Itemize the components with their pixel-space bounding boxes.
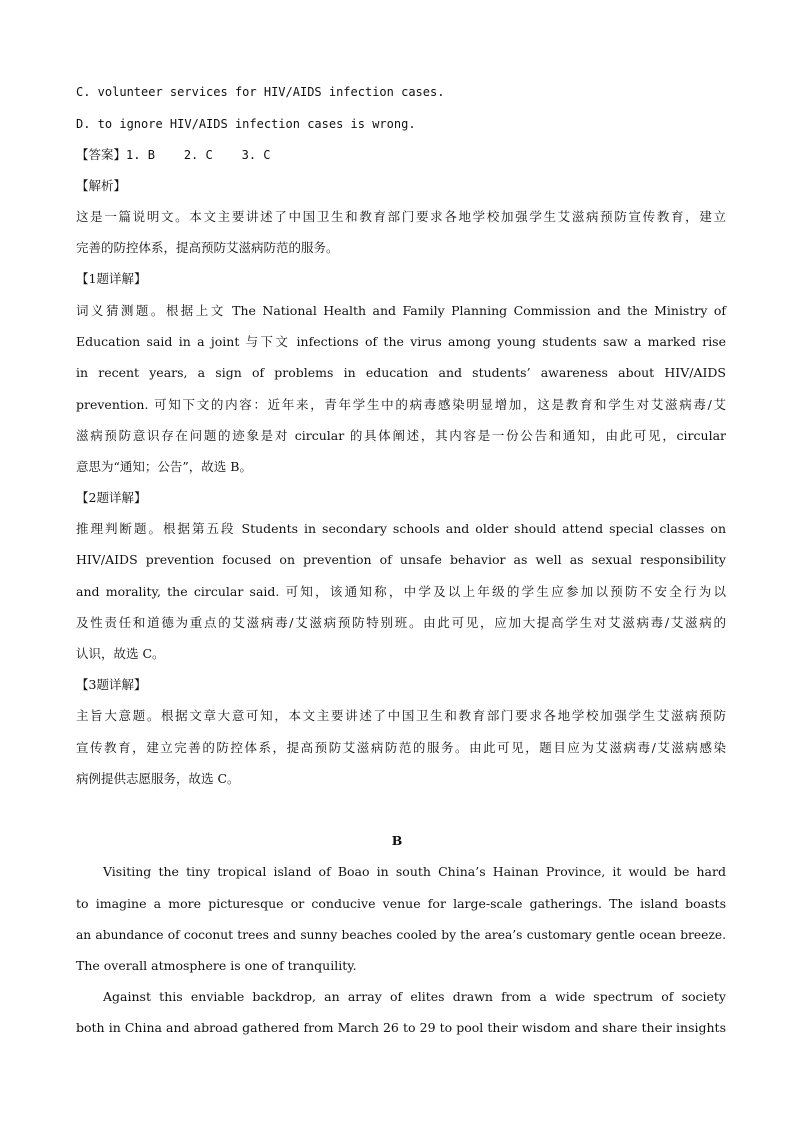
- q3-line-1: 主旨大意题。根据文章大意可知，本文主要讲述了中国卫生和教育部门要求各地学校加强学生艾滋病预防: [76, 708, 726, 723]
- q1-line-5: 滋病预防意识存在问题的迹象是对 circular 的具体阐述，其内容是一份公告和通知，由此可见，circular: [76, 428, 726, 443]
- passage-line-4: The overall atmosphere is one of tranquility.: [76, 958, 357, 973]
- analysis-line-1: 这是一篇说明文。本文主要讲述了中国卫生和教育部门要求各地学校加强学生艾滋病预防宣传教育，建立: [76, 209, 726, 224]
- analysis-line-2: 完善的防控体系，提高预防艾滋病防范的服务。: [76, 240, 339, 255]
- passage-line-3: an abundance of coconut trees and sunny beaches cooled by the area’s customary gentle ocean breeze.: [76, 928, 726, 942]
- analysis-label: 【解析】: [76, 178, 127, 193]
- q3-label: 【3题详解】: [76, 677, 147, 692]
- passage-line-2: to imagine a more picturesque or conducive venue for large-scale gatherings. The island boasts: [76, 896, 726, 911]
- q2-line-1: 推理判断题。根据第五段 Students in secondary schools and older should attend special classes on: [76, 521, 726, 536]
- q2-label: 【2题详解】: [76, 490, 147, 505]
- passage-line-1: Visiting the tiny tropical island of Boao in south China’s Hainan Province, it would be hard: [103, 864, 726, 879]
- answer-label: 【答案】: [76, 147, 127, 162]
- q3-line-3: 病例提供志愿服务，故选 C。: [76, 771, 240, 786]
- q2-line-5: 认识，故选 C。: [76, 646, 165, 661]
- option-c: C. volunteer services for HIV/AIDS infection cases.: [76, 85, 445, 99]
- q3-line-2: 宣传教育，建立完善的防控体系，提高预防艾滋病防范的服务。由此可见，题目应为艾滋病毒/艾滋病感染: [76, 740, 726, 755]
- section-heading: B: [391, 833, 403, 848]
- answer-text: 1. B 2. C 3. C: [126, 148, 271, 162]
- q1-line-4: prevention. 可知下文的内容：近年来，青年学生中的病毒感染明显增加，这是教育和学生对艾滋病毒/艾: [76, 397, 726, 412]
- q1-line-3: in recent years, a sign of problems in education and students’ awareness about HIV/AIDS: [76, 365, 726, 380]
- q1-line-1: 词义猜测题。根据上文 The National Health and Family Planning Commission and the Ministry of: [76, 303, 726, 318]
- q1-label: 【1题详解】: [76, 271, 147, 286]
- option-d: D. to ignore HIV/AIDS infection cases is wrong.: [76, 117, 416, 131]
- q1-line-2: Education said in a joint 与下文 infections of the virus among young students saw a marked rise: [76, 334, 726, 349]
- q2-line-4: 及性责任和道德为重点的艾滋病毒/艾滋病预防特别班。由此可见，应加大提高学生对艾滋病毒/艾滋病的: [76, 615, 726, 630]
- q2-line-2: HIV/AIDS prevention focused on prevention of unsafe behavior as well as sexual responsibility: [76, 552, 726, 567]
- passage-line-5: Against this enviable backdrop, an array of elites drawn from a wide spectrum of society: [103, 989, 726, 1004]
- answer-line: [76, 147, 726, 163]
- q1-line-6: 意思为“通知；公告”，故选 B。: [76, 459, 252, 474]
- q2-line-3: and morality, the circular said. 可知，该通知称，中学及以上年级的学生应参加以预防不安全行为以: [76, 584, 726, 599]
- passage-line-6: both in China and abroad gathered from March 26 to 29 to pool their wisdom and share their insights: [76, 1020, 726, 1035]
